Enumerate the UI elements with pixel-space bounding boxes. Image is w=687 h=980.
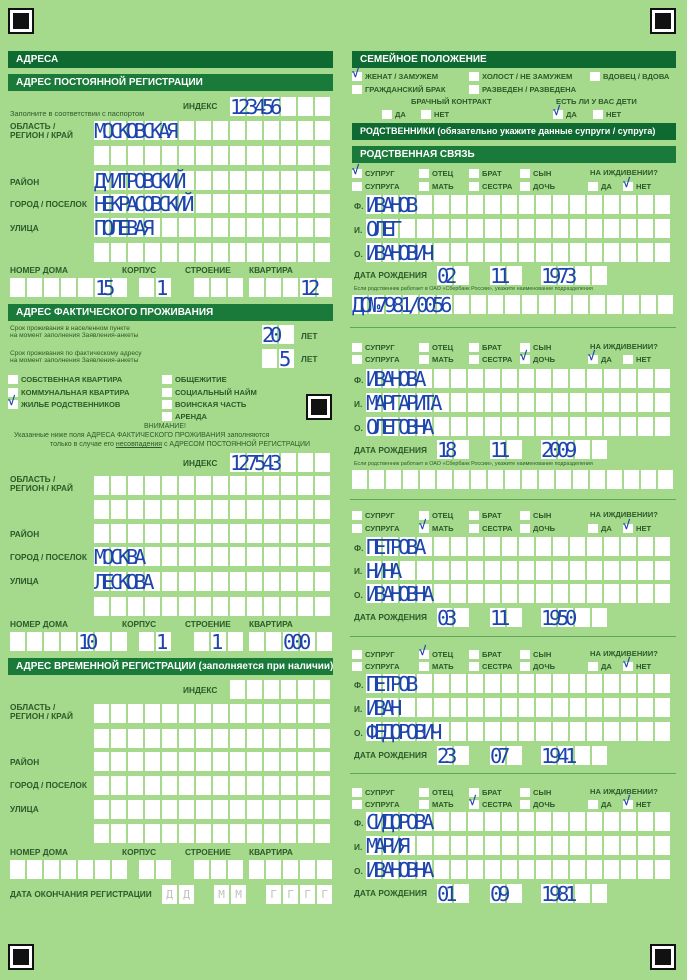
- rel5-o-label: О.: [354, 866, 363, 876]
- rel1-dob-day[interactable]: 02: [437, 266, 469, 285]
- perm-korpus-label: КОРПУС: [122, 265, 157, 275]
- opt-communal[interactable]: КОММУНАЛЬНАЯ КВАРТИРА: [8, 388, 129, 397]
- rel1-dept[interactable]: ДО№7981/0056: [352, 295, 673, 314]
- fact-house-label: НОМЕР ДОМА: [10, 619, 68, 629]
- fact-address-header: АДРЕС ФАКТИЧЕСКОГО ПРОЖИВАНИЯ: [8, 304, 333, 321]
- rel3-wife[interactable]: СУПРУГА: [352, 524, 400, 533]
- fact-house-field[interactable]: 10: [10, 632, 127, 651]
- rel4-mother[interactable]: МАТЬ: [419, 662, 454, 671]
- perm-building-field[interactable]: [194, 278, 243, 297]
- perm-street-field[interactable]: ПОЛЕВАЯ: [94, 218, 330, 237]
- rel-separator-2: [350, 499, 676, 500]
- fam-widow[interactable]: ВДОВЕЦ / ВДОВА: [590, 72, 669, 81]
- rel1-surname[interactable]: ИВАНОВ: [366, 195, 670, 214]
- family-status-header: СЕМЕЙНОЕ ПОЛОЖЕНИЕ: [352, 51, 676, 68]
- rel1-brother[interactable]: БРАТ: [469, 169, 502, 178]
- rel5-father[interactable]: ОТЕЦ: [419, 788, 453, 797]
- rel1-sister[interactable]: СЕСТРА: [469, 182, 512, 191]
- rel3-surname[interactable]: ПЕТРОВА: [366, 537, 670, 556]
- rel5-husband[interactable]: СУПРУГ: [352, 788, 395, 797]
- rel5-dob-label: ДАТА РОЖДЕНИЯ: [354, 888, 427, 898]
- opt-dormitory[interactable]: ОБЩЕЖИТИЕ: [162, 375, 227, 384]
- rel4-dep-no[interactable]: √ НЕТ: [623, 655, 652, 671]
- rel3-dependent: НА ИЖДИВЕНИИ?: [590, 510, 658, 519]
- rel4-dependent: НА ИЖДИВЕНИИ?: [590, 649, 658, 658]
- rel4-name[interactable]: ИВАН: [366, 698, 670, 717]
- fact-index-label: ИНДЕКС: [183, 458, 218, 468]
- rel2-f-label: Ф.: [354, 375, 364, 385]
- rel1-husband[interactable]: √ СУПРУГ: [352, 162, 395, 178]
- rel3-i-label: И.: [354, 566, 363, 576]
- rel4-i-label: И.: [354, 704, 363, 714]
- rel3-husband[interactable]: СУПРУГ: [352, 511, 395, 520]
- rel5-son[interactable]: СЫН: [520, 788, 551, 797]
- temp-apt-field[interactable]: [249, 860, 332, 879]
- rel4-dep-yes[interactable]: ДА: [588, 662, 612, 671]
- temp-city-label: ГОРОД / ПОСЕЛОК: [10, 780, 87, 790]
- rel2-dob-month[interactable]: 11: [490, 440, 522, 459]
- rel5-dob-month[interactable]: 09: [490, 884, 522, 903]
- fact-note-1: Указанные ниже поля АДРЕСА ФАКТИЧЕСКОГО ПРОЖИВАНИЯ заполняются: [14, 432, 270, 439]
- rel1-dep-yes[interactable]: ДА: [588, 182, 612, 191]
- rel2-i-label: И.: [354, 399, 363, 409]
- fact-building-label: СТРОЕНИЕ: [185, 619, 231, 629]
- fact-term2-label: Срок проживания по фактическому адресу на момент заполнения Заявления-анкеты: [10, 350, 142, 365]
- rel2-dob-day[interactable]: 18: [437, 440, 469, 459]
- rel2-daughter[interactable]: √ ДОЧЬ: [520, 348, 556, 364]
- rel5-f-label: Ф.: [354, 818, 364, 828]
- fact-city-label: ГОРОД / ПОСЕЛОК: [10, 552, 87, 562]
- rel3-dep-yes[interactable]: ДА: [588, 524, 612, 533]
- perm-index-label: ИНДЕКС: [183, 101, 218, 111]
- rel4-wife[interactable]: СУПРУГА: [352, 662, 400, 671]
- temp-district-field[interactable]: [94, 752, 330, 771]
- rel1-i-label: И.: [354, 225, 363, 235]
- fact-region-field[interactable]: [94, 476, 330, 495]
- perm-building-label: СТРОЕНИЕ: [185, 265, 231, 275]
- rel1-dependent: НА ИЖДИВЕНИИ?: [590, 168, 658, 177]
- corner-marker-top-right: [652, 10, 674, 32]
- fact-korpus-label: КОРПУС: [122, 619, 157, 629]
- rel1-daughter[interactable]: ДОЧЬ: [520, 182, 555, 191]
- addresses-header: АДРЕСА: [8, 51, 333, 68]
- rel3-daughter[interactable]: ДОЧЬ: [520, 524, 555, 533]
- rel4-o-label: О.: [354, 728, 363, 738]
- rel5-dep-yes[interactable]: ДА: [588, 800, 612, 809]
- rel3-brother[interactable]: БРАТ: [469, 511, 502, 520]
- rel1-dob-month[interactable]: 11: [490, 266, 522, 285]
- rel5-i-label: И.: [354, 842, 363, 852]
- opt-relatives-housing[interactable]: √ ЖИЛЬЕ РОДСТВЕННИКОВ: [8, 393, 121, 409]
- temp-building-field[interactable]: [194, 860, 243, 879]
- temp-district-label: РАЙОН: [10, 757, 40, 767]
- rel1-father[interactable]: ОТЕЦ: [419, 169, 453, 178]
- perm-region-label: ОБЛАСТЬ / РЕГИОН / КРАЙ: [10, 121, 73, 140]
- rel5-wife[interactable]: СУПРУГА: [352, 800, 400, 809]
- rel1-wife[interactable]: СУПРУГА: [352, 182, 400, 191]
- rel-separator-3: [350, 636, 676, 637]
- temp-building-label: СТРОЕНИЕ: [185, 847, 231, 857]
- opt-social-rent[interactable]: СОЦИАЛЬНЫЙ НАЙМ: [162, 388, 257, 397]
- corner-marker-bottom-left: [10, 946, 32, 968]
- rel4-brother[interactable]: БРАТ: [469, 650, 502, 659]
- rel2-brother[interactable]: БРАТ: [469, 343, 502, 352]
- rel1-name[interactable]: ОЛЕГ: [366, 219, 670, 238]
- rel3-dob-year[interactable]: 1950: [541, 608, 607, 627]
- rel5-patronymic[interactable]: ИВАНОВНА: [366, 860, 670, 879]
- rel4-dob-year[interactable]: 1941: [541, 746, 607, 765]
- fact-district-label: РАЙОН: [10, 529, 40, 539]
- rel2-mother[interactable]: МАТЬ: [419, 355, 454, 364]
- perm-city-label: ГОРОД / ПОСЕЛОК: [10, 199, 87, 209]
- corner-marker-middle: [308, 396, 330, 418]
- fact-city-field[interactable]: МОСКВА: [94, 547, 330, 566]
- rel5-dob-year[interactable]: 1981: [541, 884, 607, 903]
- fact-term1-label: Срок проживания в населенном пункте на момент заполнения Заявления-анкеты: [10, 325, 139, 340]
- corner-marker-bottom-right: [652, 946, 674, 968]
- rel2-name[interactable]: МАРГАРИТА: [366, 393, 670, 412]
- rel2-dep-yes[interactable]: √ ДА: [588, 348, 612, 364]
- rel5-daughter[interactable]: ДОЧЬ: [520, 800, 555, 809]
- contract-label: БРАЧНЫЙ КОНТРАКТ: [411, 97, 492, 106]
- perm-street-field-2[interactable]: [94, 243, 330, 262]
- fact-building-field[interactable]: 1: [194, 632, 243, 651]
- rel3-o-label: О.: [354, 590, 363, 600]
- fact-term2-field[interactable]: 5: [262, 349, 294, 368]
- perm-address-header: АДРЕС ПОСТОЯННОЙ РЕГИСТРАЦИИ: [8, 74, 333, 91]
- fam-single[interactable]: ХОЛОСТ / НЕ ЗАМУЖЕМ: [469, 72, 572, 81]
- rel5-dependent: НА ИЖДИВЕНИИ?: [590, 787, 658, 796]
- perm-apt-label: КВАРТИРА: [249, 265, 293, 275]
- rel3-patronymic[interactable]: ИВАНОВНА: [366, 584, 670, 603]
- relation-header: РОДСТВЕННАЯ СВЯЗЬ: [352, 146, 676, 163]
- rel2-patronymic[interactable]: ОЛЕГОВНА: [366, 417, 670, 436]
- rel2-son[interactable]: СЫН: [520, 343, 551, 352]
- fact-attention: ВНИМАНИЕ!: [144, 423, 186, 430]
- fact-street-field-2[interactable]: [94, 597, 330, 616]
- temp-street-label: УЛИЦА: [10, 804, 39, 814]
- perm-index-field[interactable]: 123456: [230, 97, 330, 116]
- rel4-dob-day[interactable]: 23: [437, 746, 469, 765]
- rel5-name[interactable]: МАРИЯ: [366, 836, 670, 855]
- rel4-surname[interactable]: ПЕТРОВ: [366, 674, 670, 693]
- perm-house-field[interactable]: 15: [10, 278, 127, 297]
- rel2-husband[interactable]: СУПРУГ: [352, 343, 395, 352]
- perm-korpus-field[interactable]: 1: [139, 278, 171, 297]
- fact-region-field-2[interactable]: [94, 500, 330, 519]
- temp-house-field[interactable]: [10, 860, 127, 879]
- contract-no[interactable]: НЕТ: [421, 110, 449, 119]
- corner-marker-top-left: [10, 10, 32, 32]
- perm-district-label: РАЙОН: [10, 177, 40, 187]
- rel1-patronymic[interactable]: ИВАНОВИЧ: [366, 243, 670, 262]
- rel5-surname[interactable]: СИДОРОВА: [366, 812, 670, 831]
- fact-term1-unit: ЛЕТ: [301, 331, 318, 341]
- opt-military[interactable]: ВОИНСКАЯ ЧАСТЬ: [162, 400, 246, 409]
- perm-city-field[interactable]: НЕКРАСОВСКИЙ: [94, 194, 330, 213]
- rel2-father[interactable]: ОТЕЦ: [419, 343, 453, 352]
- fact-district-field[interactable]: [94, 524, 330, 543]
- rel5-dep-no[interactable]: √ НЕТ: [623, 793, 652, 809]
- rel5-mother[interactable]: МАТЬ: [419, 800, 454, 809]
- rel-separator-1: [350, 327, 676, 328]
- fact-term2-unit: ЛЕТ: [301, 354, 318, 364]
- fact-street-label: УЛИЦА: [10, 576, 39, 586]
- temp-index-field[interactable]: [230, 680, 330, 699]
- temp-apt-label: КВАРТИРА: [249, 847, 293, 857]
- rel4-dob-month[interactable]: 07: [490, 746, 522, 765]
- temp-korpus-label: КОРПУС: [122, 847, 157, 857]
- rel4-father[interactable]: √ ОТЕЦ: [419, 643, 454, 659]
- fact-korpus-field[interactable]: 1: [139, 632, 171, 651]
- temp-index-label: ИНДЕКС: [183, 685, 218, 695]
- rel4-patronymic[interactable]: ФЕДОРОВИЧ: [366, 722, 670, 741]
- rel2-dep-no[interactable]: НЕТ: [623, 355, 651, 364]
- rel4-daughter[interactable]: ДОЧЬ: [520, 662, 555, 671]
- rel3-dep-no[interactable]: √ НЕТ: [623, 517, 652, 533]
- rel2-surname[interactable]: ИВАНОВА: [366, 369, 670, 388]
- rel2-dob-year[interactable]: 2009: [541, 440, 607, 459]
- perm-hint: Заполните в соответствии с паспортом: [10, 109, 145, 118]
- rel2-dept[interactable]: [352, 470, 673, 489]
- rel2-dependent: НА ИЖДИВЕНИИ?: [590, 342, 658, 351]
- rel4-sister[interactable]: СЕСТРА: [469, 662, 512, 671]
- opt-own-apartment[interactable]: СОБСТВЕННАЯ КВАРТИРА: [8, 375, 122, 384]
- opt-rent[interactable]: АРЕНДА: [162, 412, 207, 421]
- rel1-son[interactable]: СЫН: [520, 169, 551, 178]
- temp-korpus-field[interactable]: [139, 860, 171, 879]
- fact-index-field[interactable]: 127543: [230, 453, 330, 472]
- rel4-son[interactable]: СЫН: [520, 650, 551, 659]
- temp-end-year[interactable]: Г Г Г Г: [266, 885, 332, 904]
- temp-street-field[interactable]: [94, 800, 330, 819]
- fact-apt-field[interactable]: 000: [249, 632, 332, 651]
- rel3-dob-label: ДАТА РОЖДЕНИЯ: [354, 612, 427, 622]
- rel1-f-label: Ф.: [354, 201, 364, 211]
- rel4-f-label: Ф.: [354, 680, 364, 690]
- rel1-o-label: О.: [354, 249, 363, 259]
- rel3-mother[interactable]: √ МАТЬ: [419, 517, 454, 533]
- fact-term1-field[interactable]: 20: [262, 325, 294, 344]
- temp-end-month[interactable]: М М: [214, 885, 246, 904]
- temp-house-label: НОМЕР ДОМА: [10, 847, 68, 857]
- children-no[interactable]: НЕТ: [593, 110, 621, 119]
- temp-end-label: ДАТА ОКОНЧАНИЯ РЕГИСТРАЦИИ: [10, 889, 152, 899]
- fact-apt-label: КВАРТИРА: [249, 619, 293, 629]
- rel3-son[interactable]: СЫН: [520, 511, 551, 520]
- rel1-dob-year[interactable]: 1973: [541, 266, 607, 285]
- rel1-dep-no[interactable]: √ НЕТ: [623, 175, 652, 191]
- rel3-sister[interactable]: СЕСТРА: [469, 524, 512, 533]
- fact-street-field[interactable]: ЛЕСКОВА: [94, 572, 330, 591]
- temp-address-header: АДРЕС ВРЕМЕННОЙ РЕГИСТРАЦИИ (заполняется при наличии): [8, 658, 333, 675]
- fam-civil[interactable]: ГРАЖДАНСКИЙ БРАК: [352, 85, 446, 94]
- perm-region-field[interactable]: МОСКОВСКАЯ: [94, 121, 330, 140]
- fact-region-label: ОБЛАСТЬ / РЕГИОН / КРАЙ: [10, 474, 73, 493]
- rel5-brother[interactable]: БРАТ: [469, 788, 502, 797]
- fam-divorced[interactable]: РАЗВЕДЕН / РАЗВЕДЕНА: [469, 85, 576, 94]
- temp-end-day[interactable]: Д Д: [162, 885, 194, 904]
- rel1-sber-note: Если родственник работает в ОАО «Сбербанк России», укажите наименование подразделения: [354, 286, 593, 292]
- temp-region-field[interactable]: [94, 704, 330, 723]
- rel5-dob-day[interactable]: 01: [437, 884, 469, 903]
- rel2-sister[interactable]: СЕСТРА: [469, 355, 512, 364]
- perm-district-field[interactable]: ДМИТРОВСКИЙ: [94, 171, 330, 190]
- perm-street-label: УЛИЦА: [10, 223, 39, 233]
- fact-note-2: только в случае его несовпадения с АДРЕСОМ ПОСТОЯННОЙ РЕГИСТРАЦИИ: [50, 441, 311, 448]
- temp-region-field-2[interactable]: [94, 729, 330, 748]
- temp-city-field[interactable]: [94, 776, 330, 795]
- rel2-sber-note: Если родственник работает в ОАО «Сбербанк России», укажите наименование подразделения: [354, 461, 593, 467]
- fam-married[interactable]: √ ЖЕНАТ / ЗАМУЖЕМ: [352, 65, 439, 81]
- rel3-f-label: Ф.: [354, 543, 364, 553]
- rel2-dob-label: ДАТА РОЖДЕНИЯ: [354, 445, 427, 455]
- rel3-dob-day[interactable]: 03: [437, 608, 469, 627]
- rel3-name[interactable]: НИНА: [366, 561, 670, 580]
- temp-street-field-2[interactable]: [94, 824, 330, 843]
- perm-region-field-2[interactable]: [94, 146, 330, 165]
- rel2-wife[interactable]: СУПРУГА: [352, 355, 400, 364]
- children-yes[interactable]: √ ДА: [553, 103, 577, 119]
- perm-house-label: НОМЕР ДОМА: [10, 265, 68, 275]
- rel4-dob-label: ДАТА РОЖДЕНИЯ: [354, 750, 427, 760]
- relatives-header: РОДСТВЕННИКИ (обязательно укажите данные супруги / супруга): [352, 123, 676, 140]
- rel2-o-label: О.: [354, 423, 363, 433]
- perm-apt-field[interactable]: 12: [249, 278, 332, 297]
- rel1-mother[interactable]: МАТЬ: [419, 182, 454, 191]
- rel1-dob-label: ДАТА РОЖДЕНИЯ: [354, 270, 427, 280]
- rel3-dob-month[interactable]: 11: [490, 608, 522, 627]
- rel-separator-4: [350, 773, 676, 774]
- temp-region-label: ОБЛАСТЬ / РЕГИОН / КРАЙ: [10, 702, 73, 721]
- rel4-husband[interactable]: СУПРУГ: [352, 650, 395, 659]
- rel3-father[interactable]: ОТЕЦ: [419, 511, 453, 520]
- rel5-sister[interactable]: √ СЕСТРА: [469, 793, 513, 809]
- contract-yes[interactable]: ДА: [382, 110, 406, 119]
- children-label: ЕСТЬ ЛИ У ВАС ДЕТИ: [556, 97, 637, 106]
